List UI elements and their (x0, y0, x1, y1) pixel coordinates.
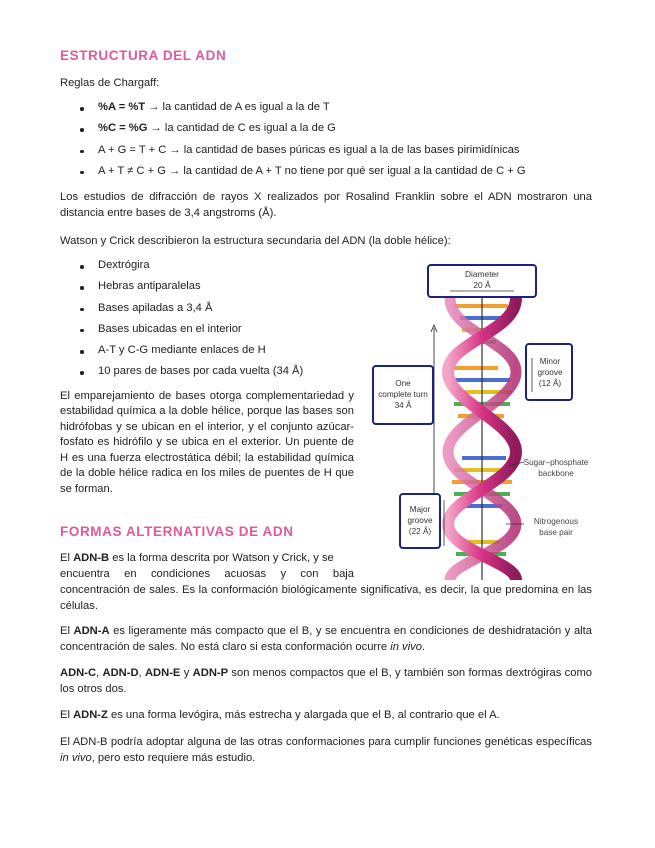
list-item (60, 164, 592, 185)
adn-c-term: ADN-C (60, 667, 97, 679)
major-groove-value: (22 Å) (408, 527, 432, 536)
backbone-label: Sugar–phosphate (523, 458, 589, 467)
base-pairing-paragraph: El emparejamiento de bases otorga complementariedad y estabilidad química a la doble hélice, porque las bases son hidrófobas y se ubican en el interior, y el conjunto azúcar-fosfato es hidrófilo y se ubica en el exterior. Un puente de H es una fuerza electrostática débil; la estabilidad química de la doble hélice radica en los miles de puentes de H que se forman. (60, 390, 354, 495)
section-title-formas: FORMAS ALTERNATIVAS DE ADN (60, 524, 294, 539)
adn-z-paragraph: El ADN-Z es una forma levógira, más estrecha y alargada que el B, al contrario que el A. (60, 709, 500, 721)
list-item: Bases apiladas a 3,4 Å (60, 301, 360, 322)
rule-formula: %A = %T (98, 101, 146, 113)
adn-a-term: ADN-A (73, 625, 110, 637)
final-paragraph: El ADN-B podría adoptar alguna de las otras conformaciones para cumplir funciones genéticas específicas in vivo, pero esto requiere más estudio. (60, 736, 592, 764)
diameter-value: 20 Å (473, 280, 491, 290)
base-pair-label: base pair (539, 528, 573, 537)
adn-a-paragraph: El ADN-A es ligeramente más compacto que el B, y se encuentra en condiciones de deshidratación y alta concentración de sales. No está claro si esta conformación ocurre in vivo. (60, 625, 592, 653)
one-turn-label: One (395, 379, 411, 388)
list-item: Bases ubicadas en el interior (60, 322, 360, 343)
adn-b-line2: encuentra en condiciones acuosas y con baja (60, 567, 354, 580)
base-pair-label: Nitrogenous (533, 517, 579, 526)
in-vivo-term: in vivo (390, 640, 422, 653)
franklin-paragraph: Los estudios de difracción de rayos X realizados por Rosalind Franklin sobre el ADN mostraron una distancia entre bases de 3,4 angstroms (Å). (60, 191, 592, 219)
major-groove-label: groove (407, 516, 433, 525)
major-groove-label: Major (409, 505, 431, 514)
minor-groove-value: (12 Å) (538, 379, 562, 388)
list-item: Hebras antiparalelas (60, 279, 360, 300)
adn-d-term: ADN-D (102, 667, 139, 679)
minor-groove-label: groove (537, 368, 563, 377)
adn-cdep-paragraph: ADN-C, ADN-D, ADN-E y ADN-P son menos compactos que el B, y también son formas dextrógiras como los otros dos. (60, 667, 592, 695)
chargaff-rules-list (60, 100, 592, 185)
list-item: 10 pares de bases por cada vuelta (34 Å) (60, 364, 360, 385)
adn-e-term: ADN-E (144, 667, 181, 679)
rule-text: → la cantidad de C es igual a la de G (147, 122, 336, 135)
rule-formula: %C = %G (98, 122, 148, 135)
one-turn-label: complete turn (378, 390, 428, 399)
list-item (60, 100, 592, 121)
in-vivo-term: in vivo (60, 751, 92, 764)
adn-b-term: ADN-B (73, 552, 110, 564)
dna-double-helix-figure (370, 262, 602, 580)
list-item: A-T y C-G mediante enlaces de H (60, 343, 360, 364)
rule-text: A + G = T + C → la cantidad de bases púricas es igual a la de las bases pirimidínicas (98, 143, 520, 156)
adn-p-term: ADN-P (192, 667, 229, 679)
list-item (60, 121, 592, 142)
watson-crick-intro: Watson y Crick describieron la estructura secundaria del ADN (la doble hélice): (60, 235, 451, 247)
list-item (60, 143, 592, 164)
dna-helix-svg (370, 262, 602, 580)
helix-features-list (60, 258, 360, 386)
rule-text: A + T ≠ C + G → la cantidad de A + T no tiene por qué ser igual a la cantidad de C + G (98, 164, 526, 177)
one-turn-value: 34 Å (394, 401, 412, 410)
section-title-estructura: ESTRUCTURA DEL ADN (60, 48, 227, 63)
backbone-label: backbone (538, 469, 574, 478)
adn-b-line3: concentración de sales. Es la conformación biológicamente significativa, es decir, la que predomina en las células. (60, 583, 592, 612)
diameter-label: Diameter (465, 269, 499, 279)
list-item: Dextrógira (60, 258, 360, 279)
adn-z-term: ADN-Z (73, 709, 108, 721)
chargaff-intro: Reglas de Chargaff: (60, 77, 160, 89)
adn-b-line1: El ADN-B es la forma descrita por Watson y Crick, y se (60, 552, 334, 564)
minor-groove-label: Minor (539, 357, 561, 366)
rule-text: → la cantidad de A es igual a la de T (145, 101, 330, 113)
